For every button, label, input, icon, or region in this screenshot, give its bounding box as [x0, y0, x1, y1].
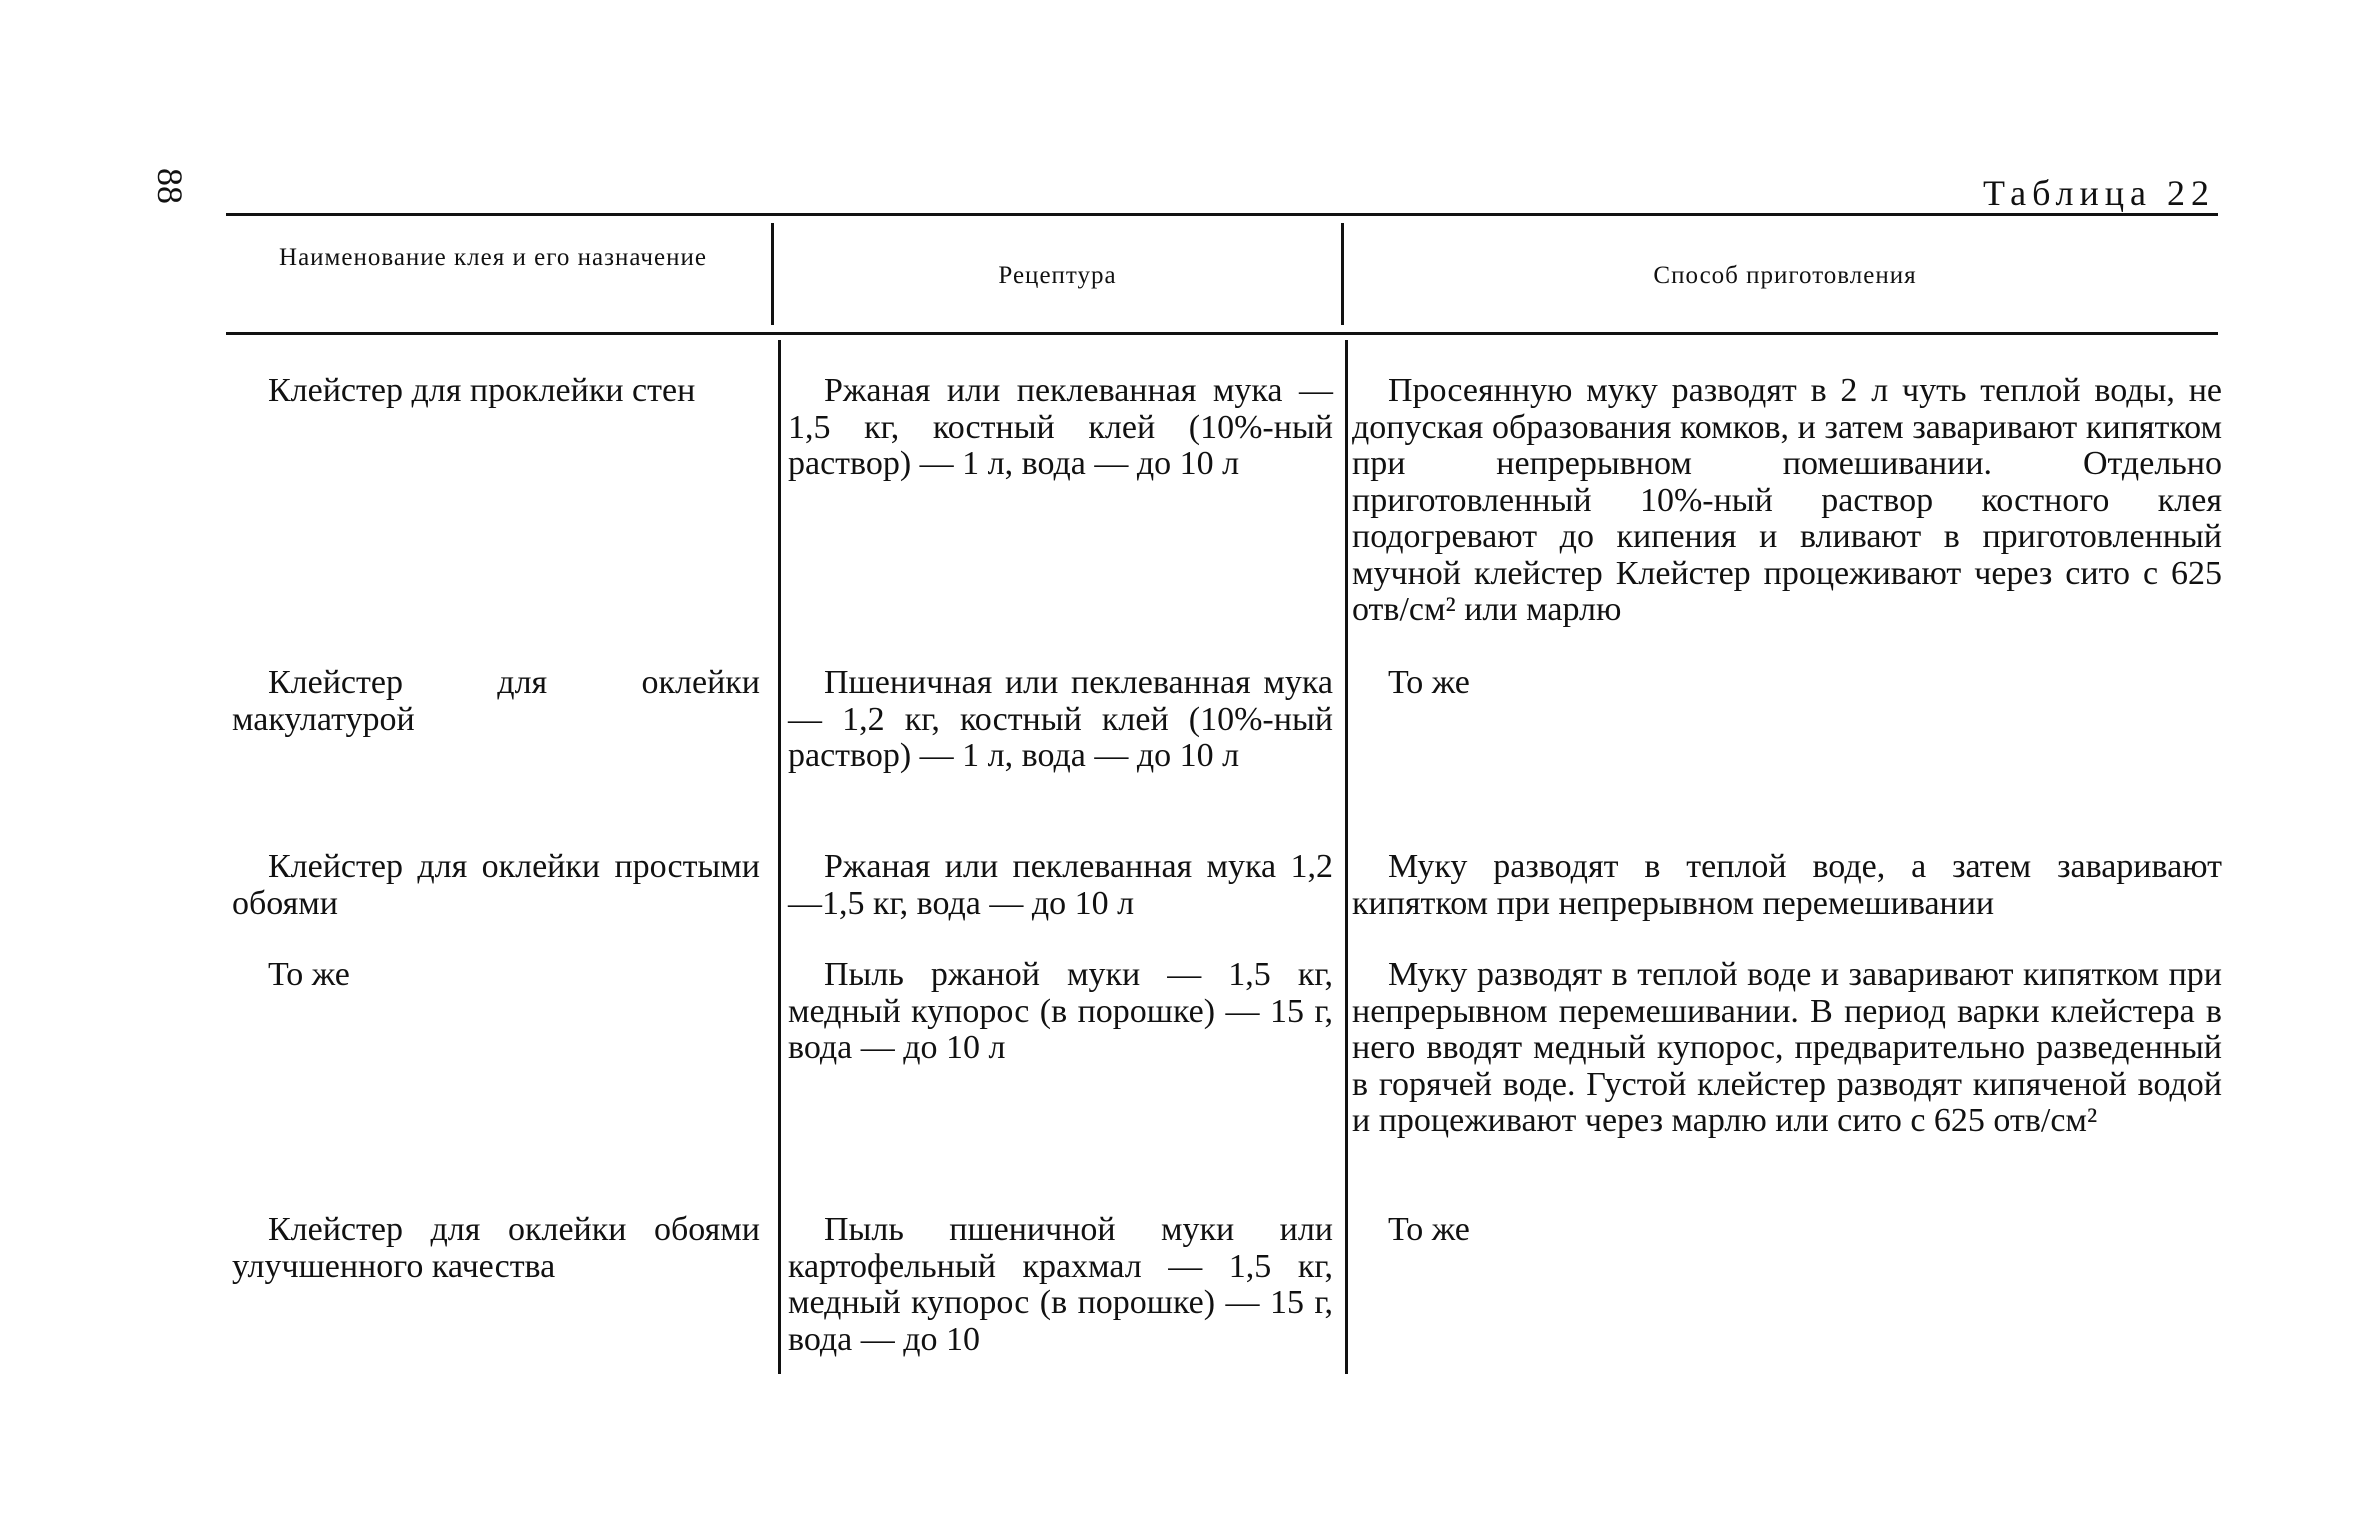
- header-recipe: Рецептура: [998, 262, 1117, 289]
- row-2-method: То же: [1388, 664, 1470, 701]
- row-5-method: То же: [1388, 1211, 1470, 1248]
- row-2-recipe: Пшеничная или пеклеванная мука — 1,2 кг, костный клей (10%-ный раствор) — 1 л, вода — до 10 л: [788, 664, 1333, 774]
- row-3-recipe: Ржаная или пеклеванная мука 1,2—1,5 кг, вода — до 10 л: [788, 848, 1333, 922]
- header-name: Наименование клея и его назначение: [279, 244, 707, 271]
- header-method: Способ приготовления: [1653, 262, 1917, 289]
- column-divider-2: [1345, 340, 1348, 1374]
- row-1-name: Клейстер для проклейки стен: [268, 372, 696, 409]
- row-3-method: Муку разводят в теплой воде, а затем заваривают кипятком при непрерывном перемешивании: [1352, 848, 2222, 922]
- row-3-name: Клейстер для оклейки простыми обоями: [232, 848, 760, 922]
- row-5-name: Клейстер для оклейки обоями улучшенного качества: [232, 1211, 760, 1285]
- row-5-recipe: Пыль пшеничной муки или картофельный крахмал — 1,5 кг, медный купорос (в порошке) — 15 г, вода — до 10: [788, 1211, 1333, 1358]
- row-2-name: Клейстер для оклейки макулатурой: [232, 664, 760, 738]
- row-4-recipe: Пыль ржаной муки — 1,5 кг, медный купорос (в порошке) — 15 г, вода — до 10 л: [788, 956, 1333, 1066]
- row-4-name: То же: [268, 956, 350, 993]
- header-divider-1: [771, 223, 774, 325]
- row-1-recipe: Ржаная или пеклеванная мука — 1,5 кг, костный клей (10%-ный раствор) — 1 л, вода — до 10 л: [788, 372, 1333, 482]
- header-divider-2: [1341, 223, 1344, 325]
- header-bottom-rule: [226, 332, 2218, 335]
- row-4-method: Муку разводят в теплой воде и заваривают кипятком при непрерывном перемешивании. В период варки клейстера в него вводят медный купорос, предварительно разведенный в горячей воде. Густой клейстер разводят кипяченой водой и процеживают через марлю или сито с 625 отв/см²: [1352, 956, 2222, 1139]
- row-1-method: Просеянную муку разводят в 2 л чуть теплой воды, не допуская образования комков, и затем заваривают кипятком при непрерывном помешивании. Отдельно приготовленный 10%-ный раствор костного клея подогревают до кипения и вливают в приготовленный мучной клейстер Клейстер процеживают через сито с 625 отв/см² или марлю: [1352, 372, 2222, 628]
- table-top-rule: [226, 213, 2218, 216]
- table-caption: Таблица 22: [1983, 173, 2215, 213]
- page-number: 88: [150, 168, 190, 204]
- column-divider-1: [778, 340, 781, 1374]
